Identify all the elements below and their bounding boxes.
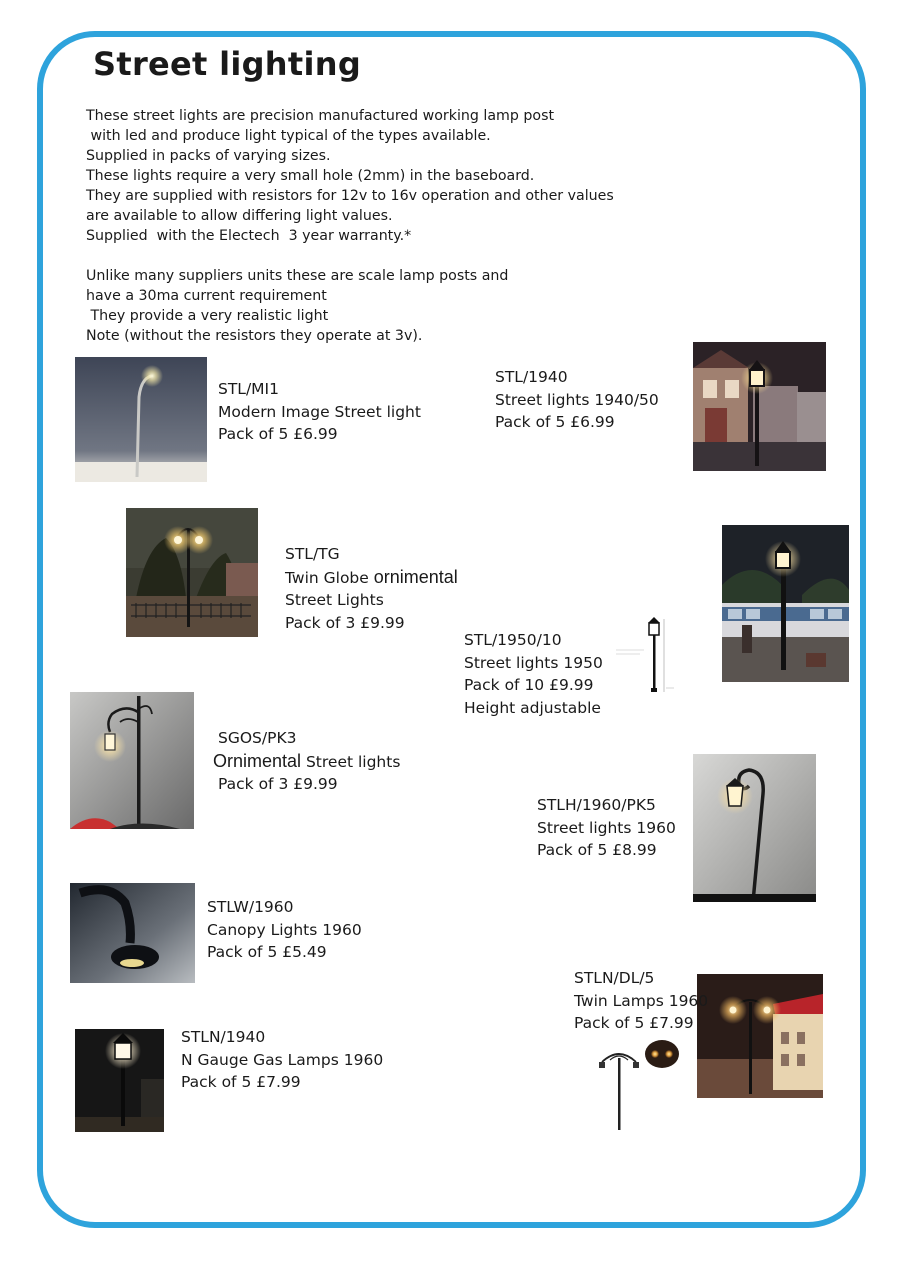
- product-stln-1940: [181, 1026, 383, 1094]
- product-price: Pack of 5 £6.99: [495, 413, 615, 431]
- product-name-line2: Street Lights: [285, 591, 384, 609]
- product-code: STL/MI1: [218, 380, 279, 398]
- intro-line: Supplied with the Electech 3 year warranty.*: [86, 228, 412, 244]
- product-name: Street lights 1940/50: [495, 390, 659, 409]
- product-name: Street lights 1960: [537, 818, 676, 837]
- product-stl-1940: [495, 366, 659, 434]
- intro-line: They are supplied with resistors for 12v to 16v operation and other values: [86, 188, 614, 204]
- product-code: STLW/1960: [207, 898, 294, 916]
- intro-line: These street lights are precision manufactured working lamp post: [86, 108, 555, 124]
- product-name: N Gauge Gas Lamps 1960: [181, 1050, 384, 1069]
- product-photo-stlh: [693, 754, 816, 902]
- product-photo-stl-1950: [722, 525, 849, 682]
- product-photo-stl-mi1: [75, 357, 207, 482]
- product-name: Street lights 1950: [464, 653, 603, 672]
- product-name-part: ornimental: [373, 566, 458, 587]
- product-code: STL/TG: [285, 545, 340, 563]
- product-model-stln-dl: [592, 1038, 682, 1132]
- product-price: Pack of 5 £6.99: [218, 425, 338, 443]
- intro-line: Note (without the resistors they operate at 3v).: [86, 328, 423, 344]
- product-name: Twin Lamps 1960: [574, 991, 709, 1010]
- product-stlw: [207, 896, 362, 964]
- product-photo-stln-dl: [697, 974, 823, 1098]
- product-price: Pack of 5 £5.49: [207, 943, 327, 961]
- product-stl-tg: [285, 543, 458, 634]
- intro-line: are available to allow differing light values.: [86, 208, 393, 224]
- intro-line: Supplied in packs of varying sizes.: [86, 148, 331, 164]
- product-photo-stlw: [70, 883, 195, 983]
- product-note: Height adjustable: [464, 698, 601, 717]
- product-stl-mi1: [218, 378, 421, 446]
- page-title: Street lighting: [93, 45, 362, 83]
- intro-text: [86, 106, 614, 346]
- product-price: Pack of 3 £9.99: [285, 613, 405, 632]
- product-stl-1950: [464, 629, 603, 719]
- product-code: STL/1940: [495, 368, 568, 386]
- product-name-part: Street lights: [301, 752, 401, 771]
- intro-line: have a 30ma current requirement: [86, 288, 327, 304]
- product-stlh: [537, 794, 676, 862]
- intro-line: Unlike many suppliers units these are scale lamp posts and: [86, 268, 509, 284]
- intro-line: They provide a very realistic light: [86, 308, 329, 324]
- product-price: Pack of 5 £7.99: [574, 1014, 694, 1032]
- product-diagram-stl-1950: [614, 614, 678, 696]
- product-price: Pack of 5 £7.99: [181, 1073, 301, 1091]
- product-code: STLN/1940: [181, 1028, 266, 1046]
- product-name: [285, 566, 458, 590]
- product-price: Pack of 5 £8.99: [537, 841, 657, 859]
- intro-line: with led and produce light typical of the types available.: [86, 128, 491, 144]
- product-code: STLN/DL/5: [574, 969, 655, 987]
- product-code: STLH/1960/PK5: [537, 796, 656, 814]
- intro-line: These lights require a very small hole (2mm) in the baseboard.: [86, 168, 535, 184]
- product-name-part: Twin Globe: [285, 568, 374, 587]
- product-name: Modern Image Street light: [218, 402, 421, 421]
- product-sgos: [213, 727, 400, 796]
- product-photo-stl-tg: [126, 508, 258, 637]
- product-code: STL/1950/10: [464, 631, 562, 649]
- product-code: SGOS/PK3: [218, 729, 297, 747]
- product-price: Pack of 3 £9.99: [218, 775, 338, 793]
- product-stln-dl: [574, 967, 708, 1035]
- product-name: [213, 750, 400, 774]
- product-photo-stln-1940: [75, 1029, 164, 1132]
- product-name-part: Ornimental: [213, 750, 302, 771]
- product-photo-sgos: [70, 692, 194, 829]
- product-price: Pack of 10 £9.99: [464, 676, 594, 694]
- product-name: Canopy Lights 1960: [207, 920, 362, 939]
- product-photo-stl-1940: [693, 342, 826, 471]
